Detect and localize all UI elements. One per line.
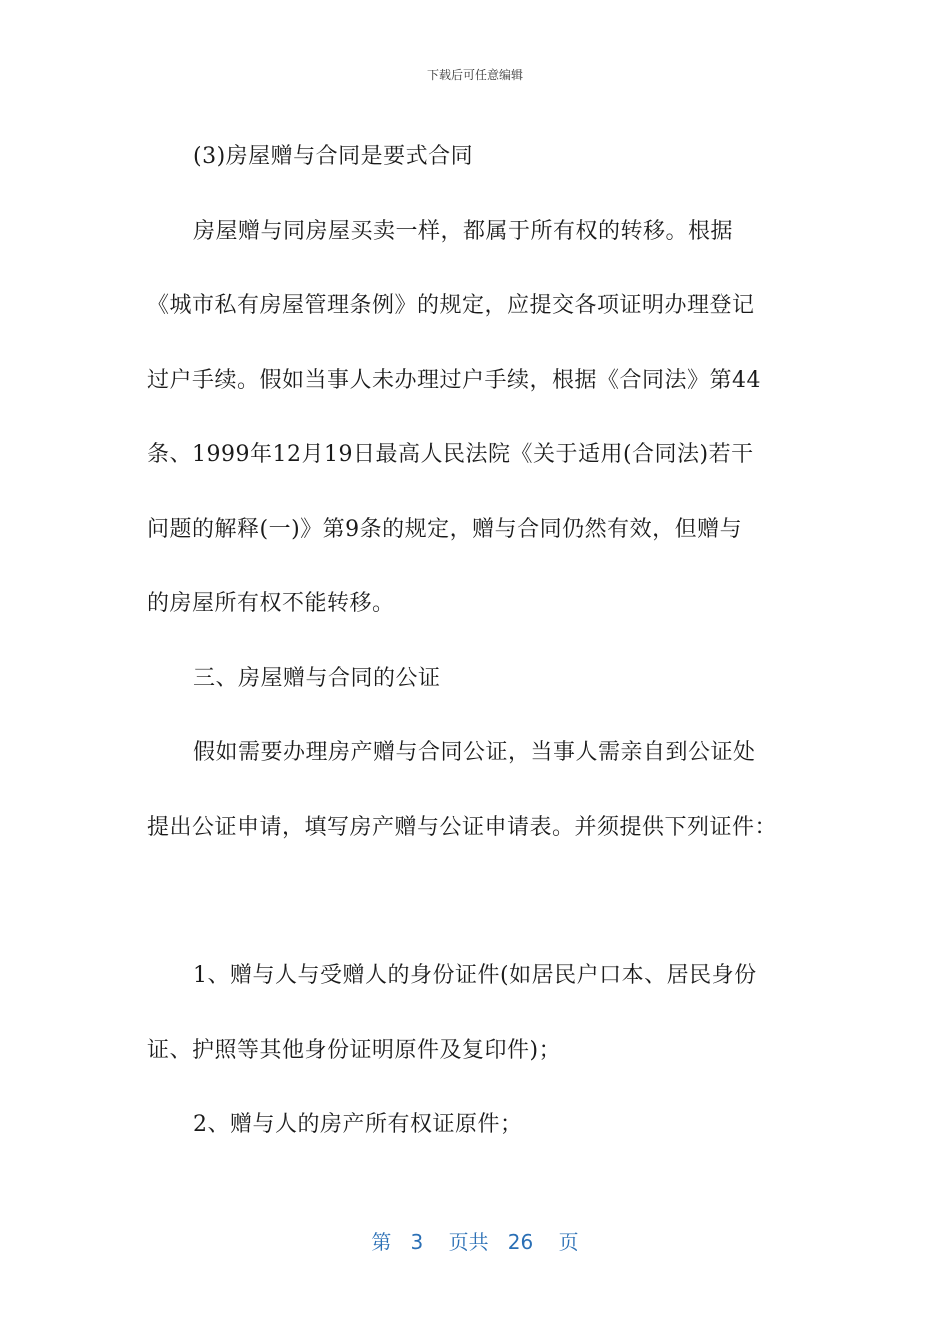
- page-footer: [0, 1226, 950, 1255]
- header-note: 下载后可任意编辑: [426, 68, 523, 82]
- footer-suffix: 页: [558, 1230, 579, 1254]
- blank-gap: [147, 865, 807, 939]
- list-item: 1、赠与人与受赠人的身份证件(如居民户口本、居民身份: [193, 963, 757, 988]
- paragraph-line: 《城市私有房屋管理条例》的规定，应提交各项证明办理登记: [147, 293, 755, 318]
- current-page-number: 3: [410, 1230, 424, 1254]
- section-heading: (3)房屋赠与合同是要式合同: [193, 144, 474, 169]
- paragraph-line: 提出公证申请，填写房产赠与公证申请表。并须提供下列证件：: [147, 814, 778, 840]
- paragraph-line: 的房屋所有权不能转移。: [147, 591, 395, 616]
- document-body: [147, 120, 807, 1163]
- paragraph-line: 假如需要办理房产赠与合同公证，当事人需亲自到公证处: [193, 740, 756, 765]
- paragraph-line: 房屋赠与同房屋买卖一样，都属于所有权的转移。根据: [193, 218, 734, 244]
- section-heading: 三、房屋赠与合同的公证: [193, 665, 441, 691]
- footer-middle: 页共: [448, 1230, 489, 1254]
- footer-prefix: 第: [371, 1230, 392, 1254]
- list-item-continuation: 证、护照等其他身份证明原件及复印件)；: [147, 1037, 562, 1063]
- total-pages-number: 26: [507, 1230, 534, 1254]
- paragraph-line: 过户手续。假如当事人未办理过户手续，根据《合同法》第44: [147, 367, 761, 393]
- paragraph-line: 问题的解释(一)》第9条的规定，赠与合同仍然有效，但赠与: [147, 516, 743, 542]
- paragraph-line: 条、1999年12月19日最高人民法院《关于适用(合同法)若干: [147, 442, 754, 467]
- list-item: 2、赠与人的房产所有权证原件；: [193, 1112, 523, 1137]
